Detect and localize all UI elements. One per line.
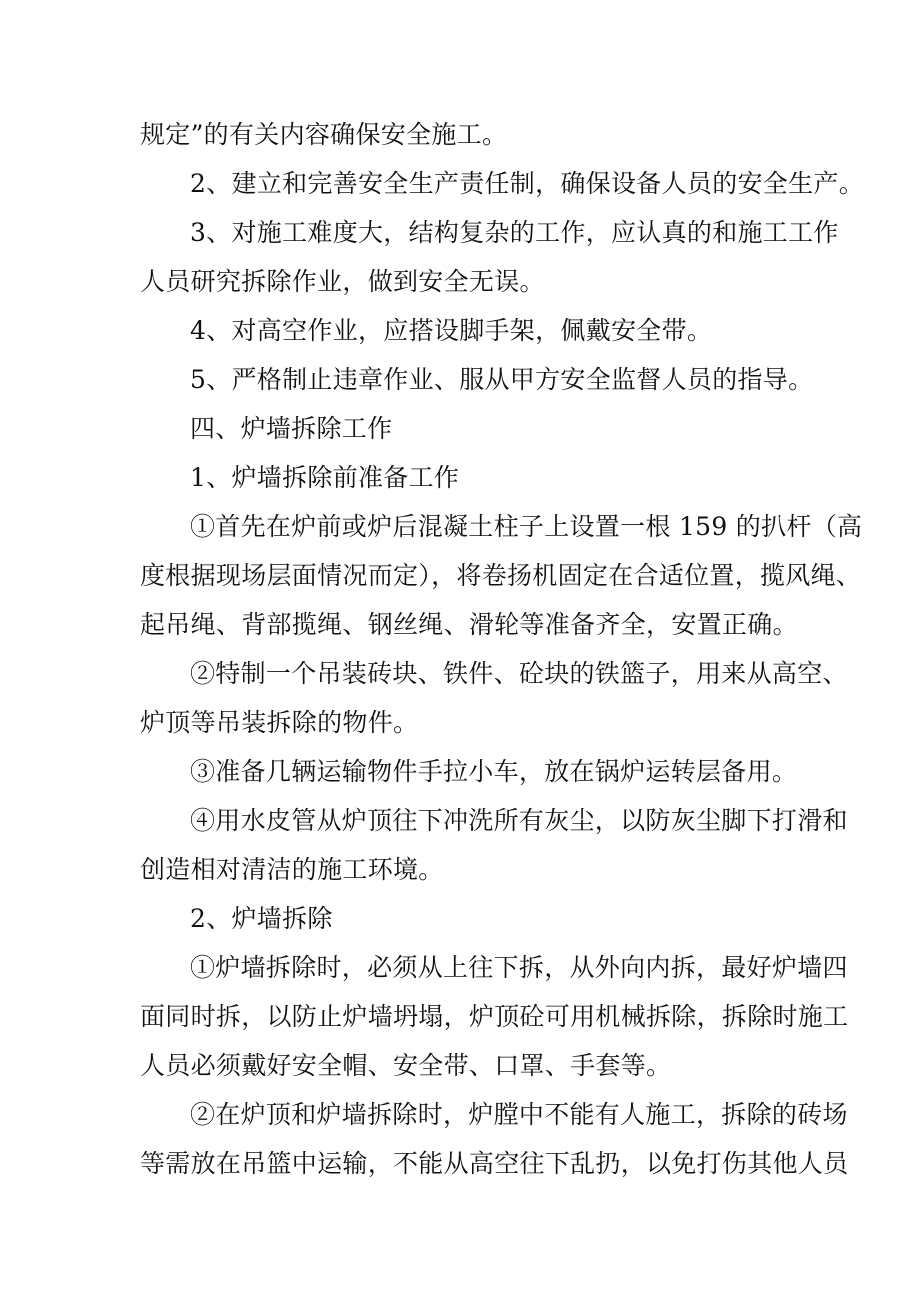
text-line: ④用水皮管从炉顶往下冲洗所有灰尘，以防灰尘脚下打滑和	[190, 806, 848, 835]
text-line: 5、严格制止违章作业、服从甲方安全监督人员的指导。	[190, 365, 814, 394]
text-line: 等需放在吊篮中运输，不能从高空往下乱扔，以免打伤其他人员	[140, 1149, 849, 1178]
text-line: ②特制一个吊装砖块、铁件、砼块的铁篮子，用来从高空、	[190, 659, 848, 688]
subsection-heading: 2、炉墙拆除	[190, 904, 333, 933]
section-heading: 四、炉墙拆除工作	[190, 414, 393, 443]
text-line: 4、对高空作业，应搭设脚手架，佩戴安全带。	[190, 316, 713, 345]
text-line: 起吊绳、背部揽绳、钢丝绳、滑轮等准备齐全，安置正确。	[140, 610, 798, 639]
text-line: ③准备几辆运输物件手拉小车，放在锅炉运转层备用。	[190, 757, 798, 786]
text-line: ①炉墙拆除时，必须从上往下拆，从外向内拆，最好炉墙四	[190, 953, 848, 982]
subsection-heading: 1、炉墙拆除前准备工作	[190, 463, 460, 492]
text-line: ②在炉顶和炉墙拆除时，炉膛中不能有人施工，拆除的砖场	[190, 1100, 848, 1129]
text-line: 度根据现场层面情况而定），将卷扬机固定在合适位置，揽风绳、	[140, 561, 862, 590]
text-line: 创造相对清洁的施工环境。	[140, 855, 444, 884]
document-body	[140, 110, 865, 1188]
text-line: 3、对施工难度大，结构复杂的工作，应认真的和施工工作	[190, 218, 839, 247]
text-line: 炉顶等吊装拆除的物件。	[140, 708, 419, 737]
text-line: ①首先在炉前或炉后混凝土柱子上设置一根 159 的扒杆（高	[190, 512, 863, 541]
text-line: 人员研究拆除作业，做到安全无误。	[140, 267, 545, 296]
text-line: 2、建立和完善安全生产责任制，确保设备人员的安全生产。	[190, 169, 865, 198]
text-line: 人员必须戴好安全帽、安全带、口罩、手套等。	[140, 1051, 672, 1080]
text-line: 规定”的有关内容确保安全施工。	[140, 120, 508, 149]
text-line: 面同时拆，以防止炉墙坍塌，炉顶砼可用机械拆除，拆除时施工	[140, 1002, 849, 1031]
